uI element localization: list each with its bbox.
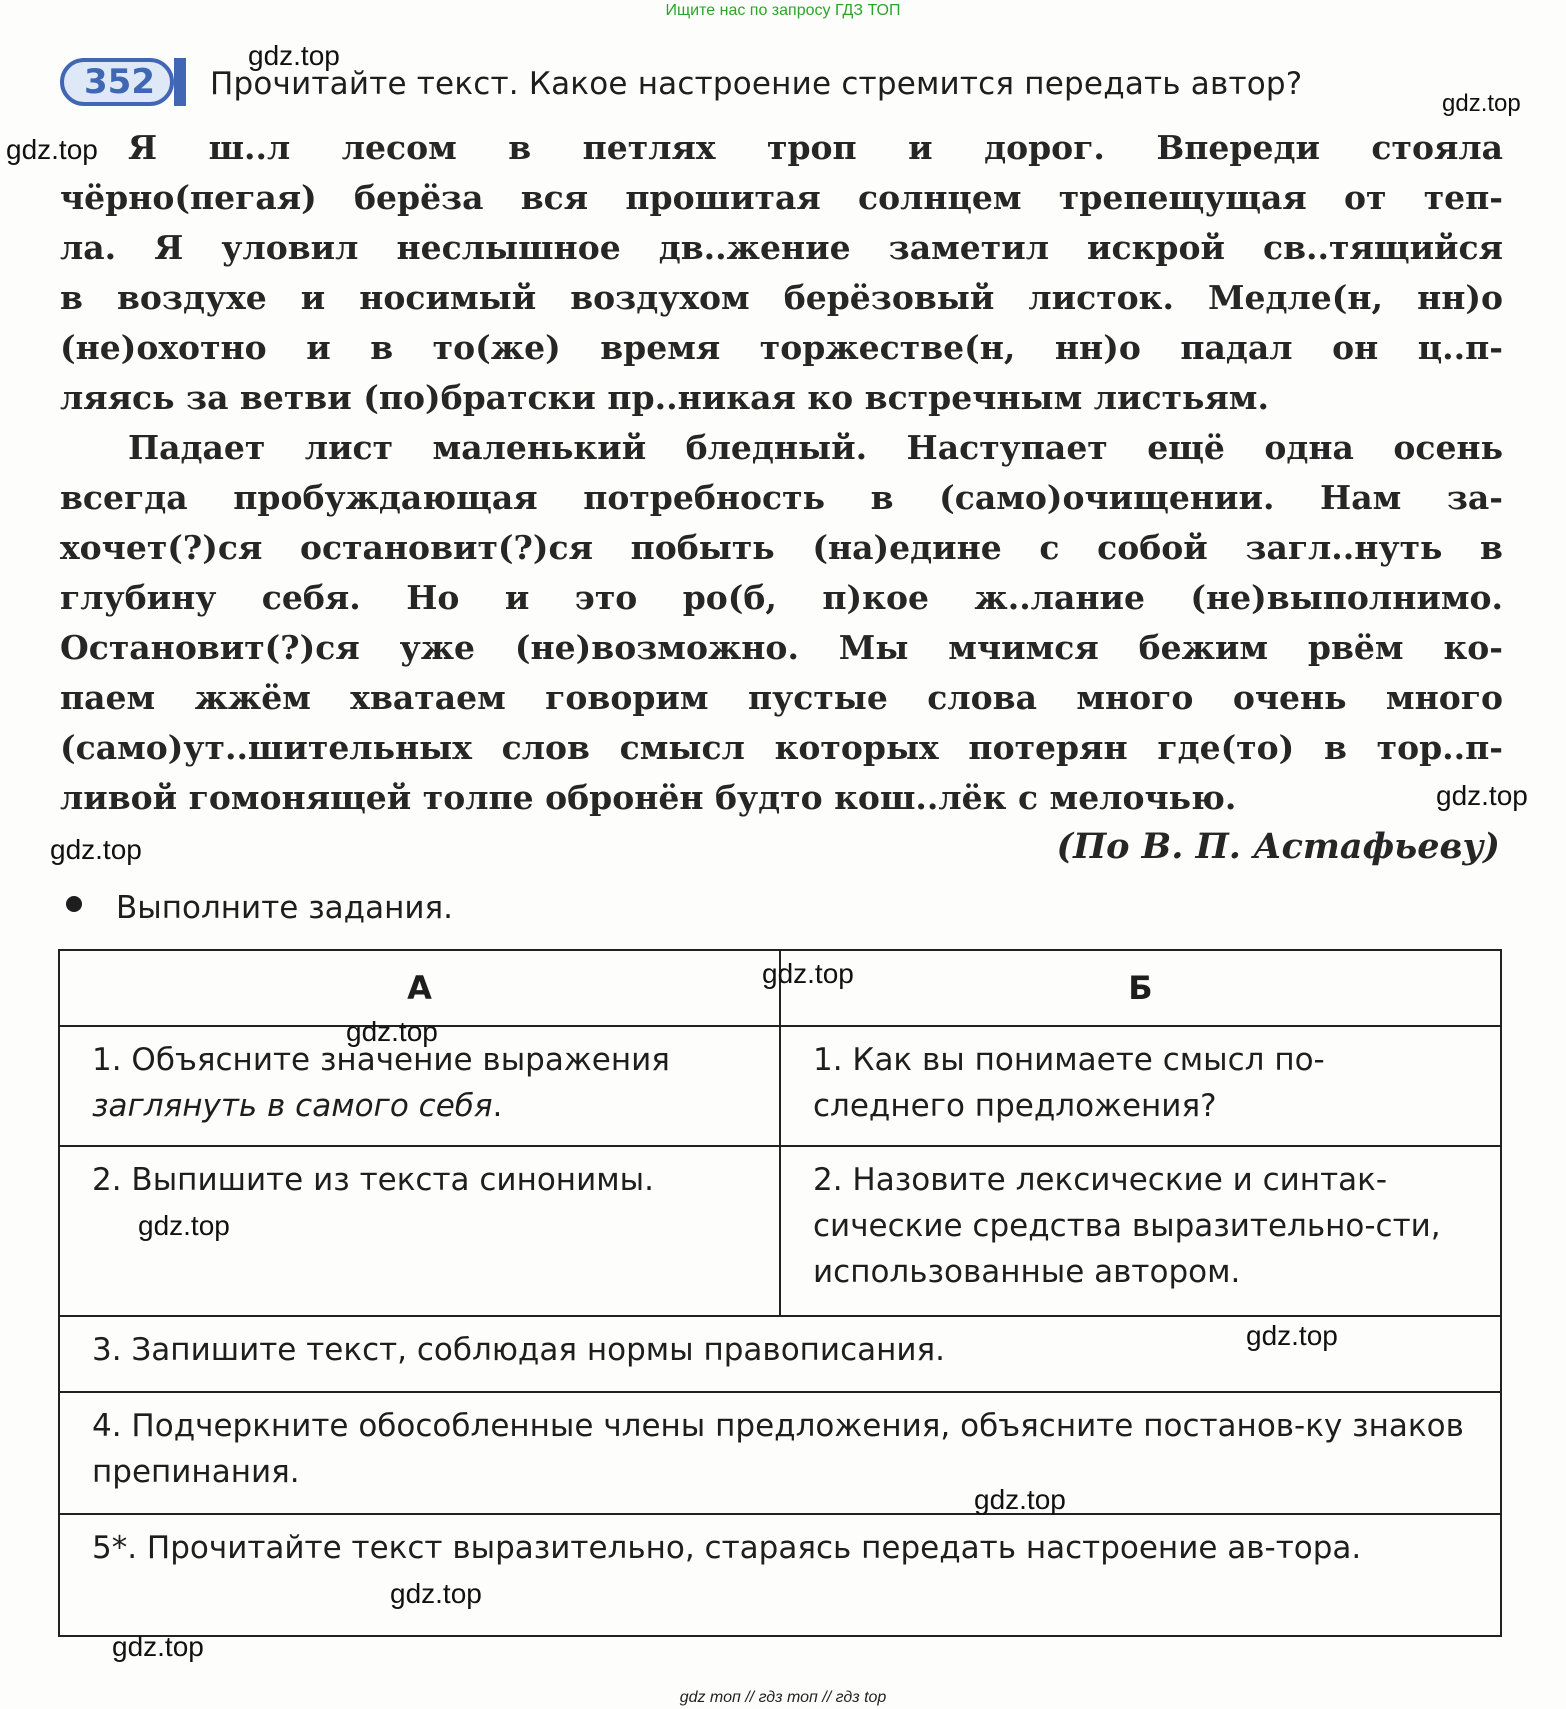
text-line: ла. Я уловил неслышное дв..жение заметил искрой св..тящийся xyxy=(60,228,1503,267)
watermark: gdz.top xyxy=(762,958,854,989)
task-a1-expression: заглянуть в самого себя xyxy=(92,1088,493,1124)
text-line: глубину себя. Но и это ро(б, п)кое ж..лание (не)выполнимо. xyxy=(60,578,1503,617)
task-4-text: 4. Подчеркните обособленные члены предложения, объясните постанов-ку знаков препинания. xyxy=(92,1408,1464,1490)
task-a1-suffix: . xyxy=(492,1088,503,1124)
table-row xyxy=(59,1392,1501,1514)
watermark: gdz.top xyxy=(248,40,340,71)
text-line: хочет(?)ся остановит(?)ся побыть (на)едине с собой загл..нуть в xyxy=(60,528,1503,567)
exercise-number-badge: 352 xyxy=(60,58,174,106)
top-banner: Ищите нас по запросу ГДЗ ТОП xyxy=(665,2,901,19)
table-row xyxy=(59,1514,1501,1636)
text-line: паем жжём хватаем говорим пустые слова много очень много xyxy=(60,678,1503,717)
column-header-b: Б xyxy=(780,950,1501,1026)
tasks-intro xyxy=(66,890,453,926)
text-line: (не)охотно и в то(же) время торжестве(н, нн)о падал он ц..п- xyxy=(60,328,1503,367)
text-line: ливой гомонящей толпе обронён будто кош..лёк с мелочью. xyxy=(60,778,1237,817)
watermark: gdz.top xyxy=(390,1578,482,1609)
text-line: (само)ут..шительных слов смысл которых потерян где(то) в тор..п- xyxy=(60,728,1503,767)
text-line: Падает лист маленький бледный. Наступает ещё одна осень xyxy=(128,428,1503,467)
task-b2 xyxy=(780,1146,1501,1316)
task-b1-text: 1. Как вы понимаете смысл по-следнего предложения? xyxy=(813,1042,1325,1124)
task-b1 xyxy=(780,1026,1501,1146)
text-line: ляясь за ветви (по)братски пр..никая ко встречным листьям. xyxy=(60,378,1269,417)
task-4 xyxy=(59,1392,1501,1514)
text-line: в воздухе и носимый воздухом берёзовый листок. Медле(н, нн)о xyxy=(60,278,1503,317)
tasks-intro-label: Выполните задания. xyxy=(116,890,454,926)
task-a1-text: 1. Объясните значение выражения xyxy=(92,1042,670,1078)
exercise-text xyxy=(60,123,1503,823)
text-line: всегда пробуждающая потребность в (само)очищении. Нам за- xyxy=(60,478,1503,517)
task-b2-text: 2. Назовите лексические и синтак-сические средства выразительно-сти, использованные автором. xyxy=(813,1162,1441,1290)
task-3-text: 3. Запишите текст, соблюдая нормы правописания. xyxy=(92,1332,946,1368)
tasks-table xyxy=(58,949,1502,1637)
watermark: gdz.top xyxy=(974,1484,1066,1515)
watermark: gdz.top xyxy=(50,834,142,865)
task-5 xyxy=(59,1514,1501,1636)
watermark: gdz.top xyxy=(1442,90,1521,117)
text-line: Остановит(?)ся уже (не)возможно. Мы мчимся бежим рвём ко- xyxy=(60,628,1503,667)
bullet-icon xyxy=(66,896,82,912)
author-attribution: (По В. П. Астафьеву) xyxy=(1056,826,1500,867)
watermark: gdz.top xyxy=(138,1210,230,1241)
column-header-a: А xyxy=(59,950,780,1026)
watermark: gdz.top xyxy=(1436,780,1528,811)
watermark: gdz.top xyxy=(6,134,98,165)
watermark: gdz.top xyxy=(112,1631,204,1662)
task-5-text: 5*. Прочитайте текст выразительно, стараясь передать настроение ав-тора. xyxy=(92,1530,1362,1566)
task-a2-text: 2. Выпишите из текста синонимы. xyxy=(92,1162,654,1198)
exercise-badge-bar xyxy=(174,58,186,106)
bottom-banner: gdz топ // гдз топ // гдз top xyxy=(679,1689,887,1706)
watermark: gdz.top xyxy=(346,1016,438,1047)
text-line: чёрно(пегая) берёза вся прошитая солнцем трепещущая от теп- xyxy=(60,178,1503,217)
watermark: gdz.top xyxy=(1246,1320,1338,1351)
exercise-prompt: Прочитайте текст. Какое настроение стремится передать автор? xyxy=(210,66,1303,102)
table-row xyxy=(59,1146,1501,1316)
table-row xyxy=(59,1026,1501,1146)
text-line: Я ш..л лесом в петлях троп и дорог. Впереди стояла xyxy=(128,128,1503,167)
